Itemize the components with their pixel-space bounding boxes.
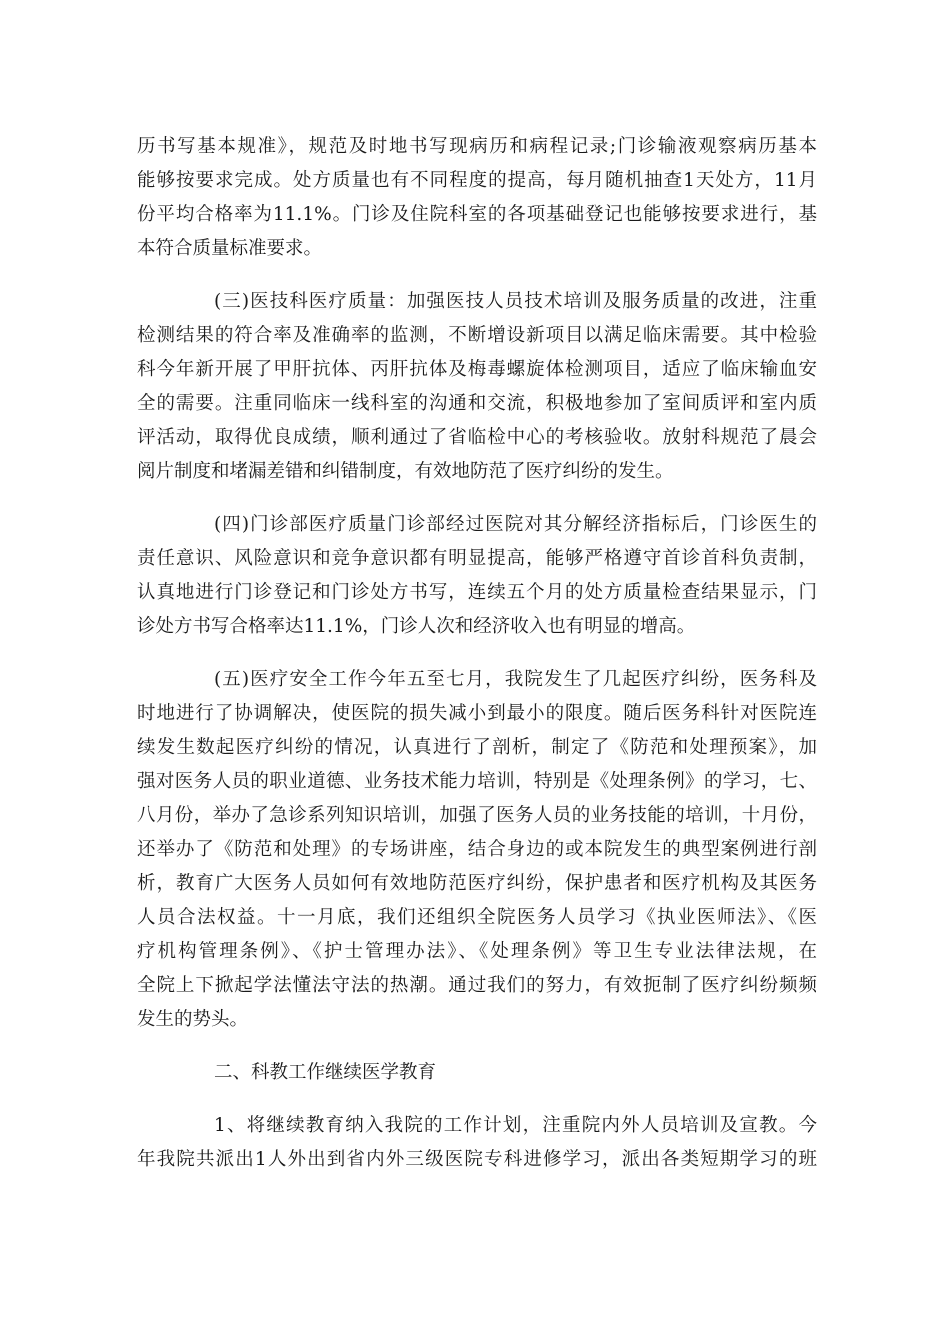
text-line: 能够按要求完成。处方质量也有不同程度的提高，每月随机抽查1天处方，11月 — [137, 170, 817, 191]
text-line: 时地进行了协调解决，使医院的损失减小到最小的限度。随后医务科针对医院连 — [137, 703, 817, 724]
paragraph-first-line: (五)医疗安全工作今年五至七月，我院发生了几起医疗纠纷，医务科及 — [214, 669, 817, 690]
text-line: 诊处方书写合格率达11.1%，门诊人次和经济收入也有明显的增高。 — [137, 616, 696, 637]
text-line: 历书写基本规准》，规范及时地书写现病历和病程记录;门诊输液观察病历基本 — [137, 136, 817, 157]
text-line: 科今年新开展了甲肝抗体、丙肝抗体及梅毒螺旋体检测项目，适应了临床输血安 — [137, 359, 817, 380]
text-line: 阅片制度和堵漏差错和纠错制度，有效地防范了医疗纠纷的发生。 — [137, 461, 674, 482]
paragraph-first-line: (四)门诊部医疗质量门诊部经过医院对其分解经济指标后，门诊医生的 — [214, 514, 817, 535]
text-line: 本符合质量标准要求。 — [137, 238, 323, 259]
text-line: 析，教育广大医务人员如何有效地防范医疗纠纷，保护患者和医疗机构及其医务 — [137, 873, 817, 894]
text-line: 检测结果的符合率及准确率的监测，不断增设新项目以满足临床需要。其中检验 — [137, 325, 817, 346]
text-line: 还举办了《防范和处理》的专场讲座，结合身边的或本院发生的典型案例进行剖 — [137, 839, 817, 860]
paragraph-first-line: (三)医技科医疗质量：加强医技人员技术培训及服务质量的改进，注重 — [214, 291, 817, 312]
section-heading: 二、科教工作继续医学教育 — [214, 1062, 437, 1083]
text-line: 评活动，取得优良成绩，顺利通过了省临检中心的考核验收。放射科规范了晨会 — [137, 427, 817, 448]
text-line: 份平均合格率为11.1%。门诊及住院科室的各项基础登记也能够按要求进行，基 — [137, 204, 817, 225]
text-line: 续发生数起医疗纠纷的情况，认真进行了剖析，制定了《防范和处理预案》，加 — [137, 737, 817, 758]
text-line: 责任意识、风险意识和竞争意识都有明显提高，能够严格遵守首诊首科负责制， — [137, 548, 817, 569]
text-line: 全院上下掀起学法懂法守法的热潮。通过我们的努力，有效扼制了医疗纠纷频频 — [137, 975, 817, 996]
text-line: 发生的势头。 — [137, 1009, 249, 1030]
text-line: 年我院共派出1人外出到省内外三级医院专科进修学习，派出各类短期学习的班 — [137, 1149, 817, 1170]
paragraph-first-line: 1、将继续教育纳入我院的工作计划，注重院内外人员培训及宣教。今 — [214, 1115, 817, 1136]
text-line: 认真地进行门诊登记和门诊处方书写，连续五个月的处方质量检查结果显示，门 — [137, 582, 817, 603]
text-line: 全的需要。注重同临床一线科室的沟通和交流，积极地参加了室间质评和室内质 — [137, 393, 817, 414]
text-line: 人员合法权益。十一月底，我们还组织全院医务人员学习《执业医师法》、《医 — [137, 907, 817, 928]
text-line: 八月份，举办了急诊系列知识培训，加强了医务人员的业务技能的培训，十月份， — [137, 805, 817, 826]
text-line: 疗机构管理条例》、《护士管理办法》、《处理条例》等卫生专业法律法规，在 — [137, 941, 817, 962]
text-line: 强对医务人员的职业道德、业务技术能力培训，特别是《处理条例》的学习，七、 — [137, 771, 817, 792]
